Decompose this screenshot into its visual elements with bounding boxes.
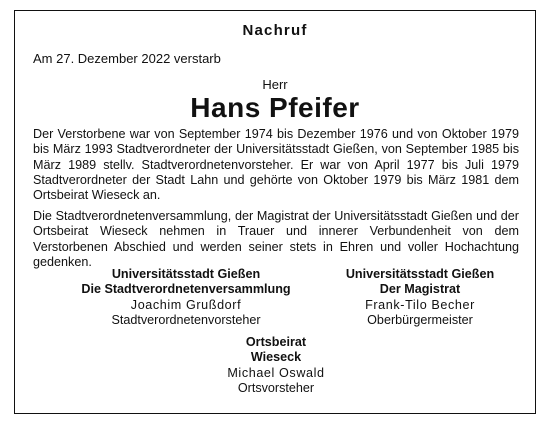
signature-org-line: Der Magistrat: [379, 282, 461, 297]
signature-person: Joachim Grußdorf: [130, 297, 242, 312]
signature-person: Michael Oswald: [227, 365, 325, 380]
signature-org-line: Ortsbeirat: [245, 335, 307, 349]
signature-org-line: Wieseck: [250, 350, 302, 365]
obituary-notice: [14, 10, 536, 414]
signature-org-line: Universitätsstadt Gießen: [111, 267, 261, 281]
biography-paragraph: Der Verstorbene war von September 1974 bis Dezember 1976 und von Oktober 1979 bis März 1993 Stadtverordneter der Universitätsstadt Gießen, von September 1985 bis März 1989 stellv. Stadtverordnetenvorsteher. Er war von April 1977 bis Juli 1979 Stadtverordneter der Stadt Lahn und gehörte von Oktober 1979 bis März 1981 dem Ortsbeirat Wieseck an.: [33, 127, 519, 203]
deceased-name: Hans Pfeifer: [190, 92, 360, 123]
salutation: Herr: [262, 77, 288, 92]
signature-block-council: [61, 267, 311, 329]
signature-org-line: Die Stadtverordnetenversammlung: [81, 282, 291, 297]
condolence-paragraph: Die Stadtverordnetenversammlung, der Magistrat der Universitätsstadt Gießen und der Ortsbeirat Wieseck nehmen in Trauer und innerer Verbundenheit von dem Verstorbenen Abschied und werden seiner stets in Ehren und voller Hochachtung gedenken.: [33, 209, 519, 269]
notice-heading: Nachruf: [242, 22, 308, 39]
intro-text: Am 27. Dezember 2022 verstarb: [33, 51, 221, 66]
signature-role: Ortsvorsteher: [237, 381, 315, 396]
signature-role: Oberbürgermeister: [367, 313, 473, 328]
signature-block-local-council: [151, 335, 401, 397]
signature-block-magistrate: [315, 267, 525, 329]
signature-org-line: Universitätsstadt Gießen: [345, 267, 495, 281]
signature-role: Stadtverordnetenvorsteher: [111, 313, 261, 328]
signature-person: Frank-Tilo Becher: [365, 297, 475, 312]
